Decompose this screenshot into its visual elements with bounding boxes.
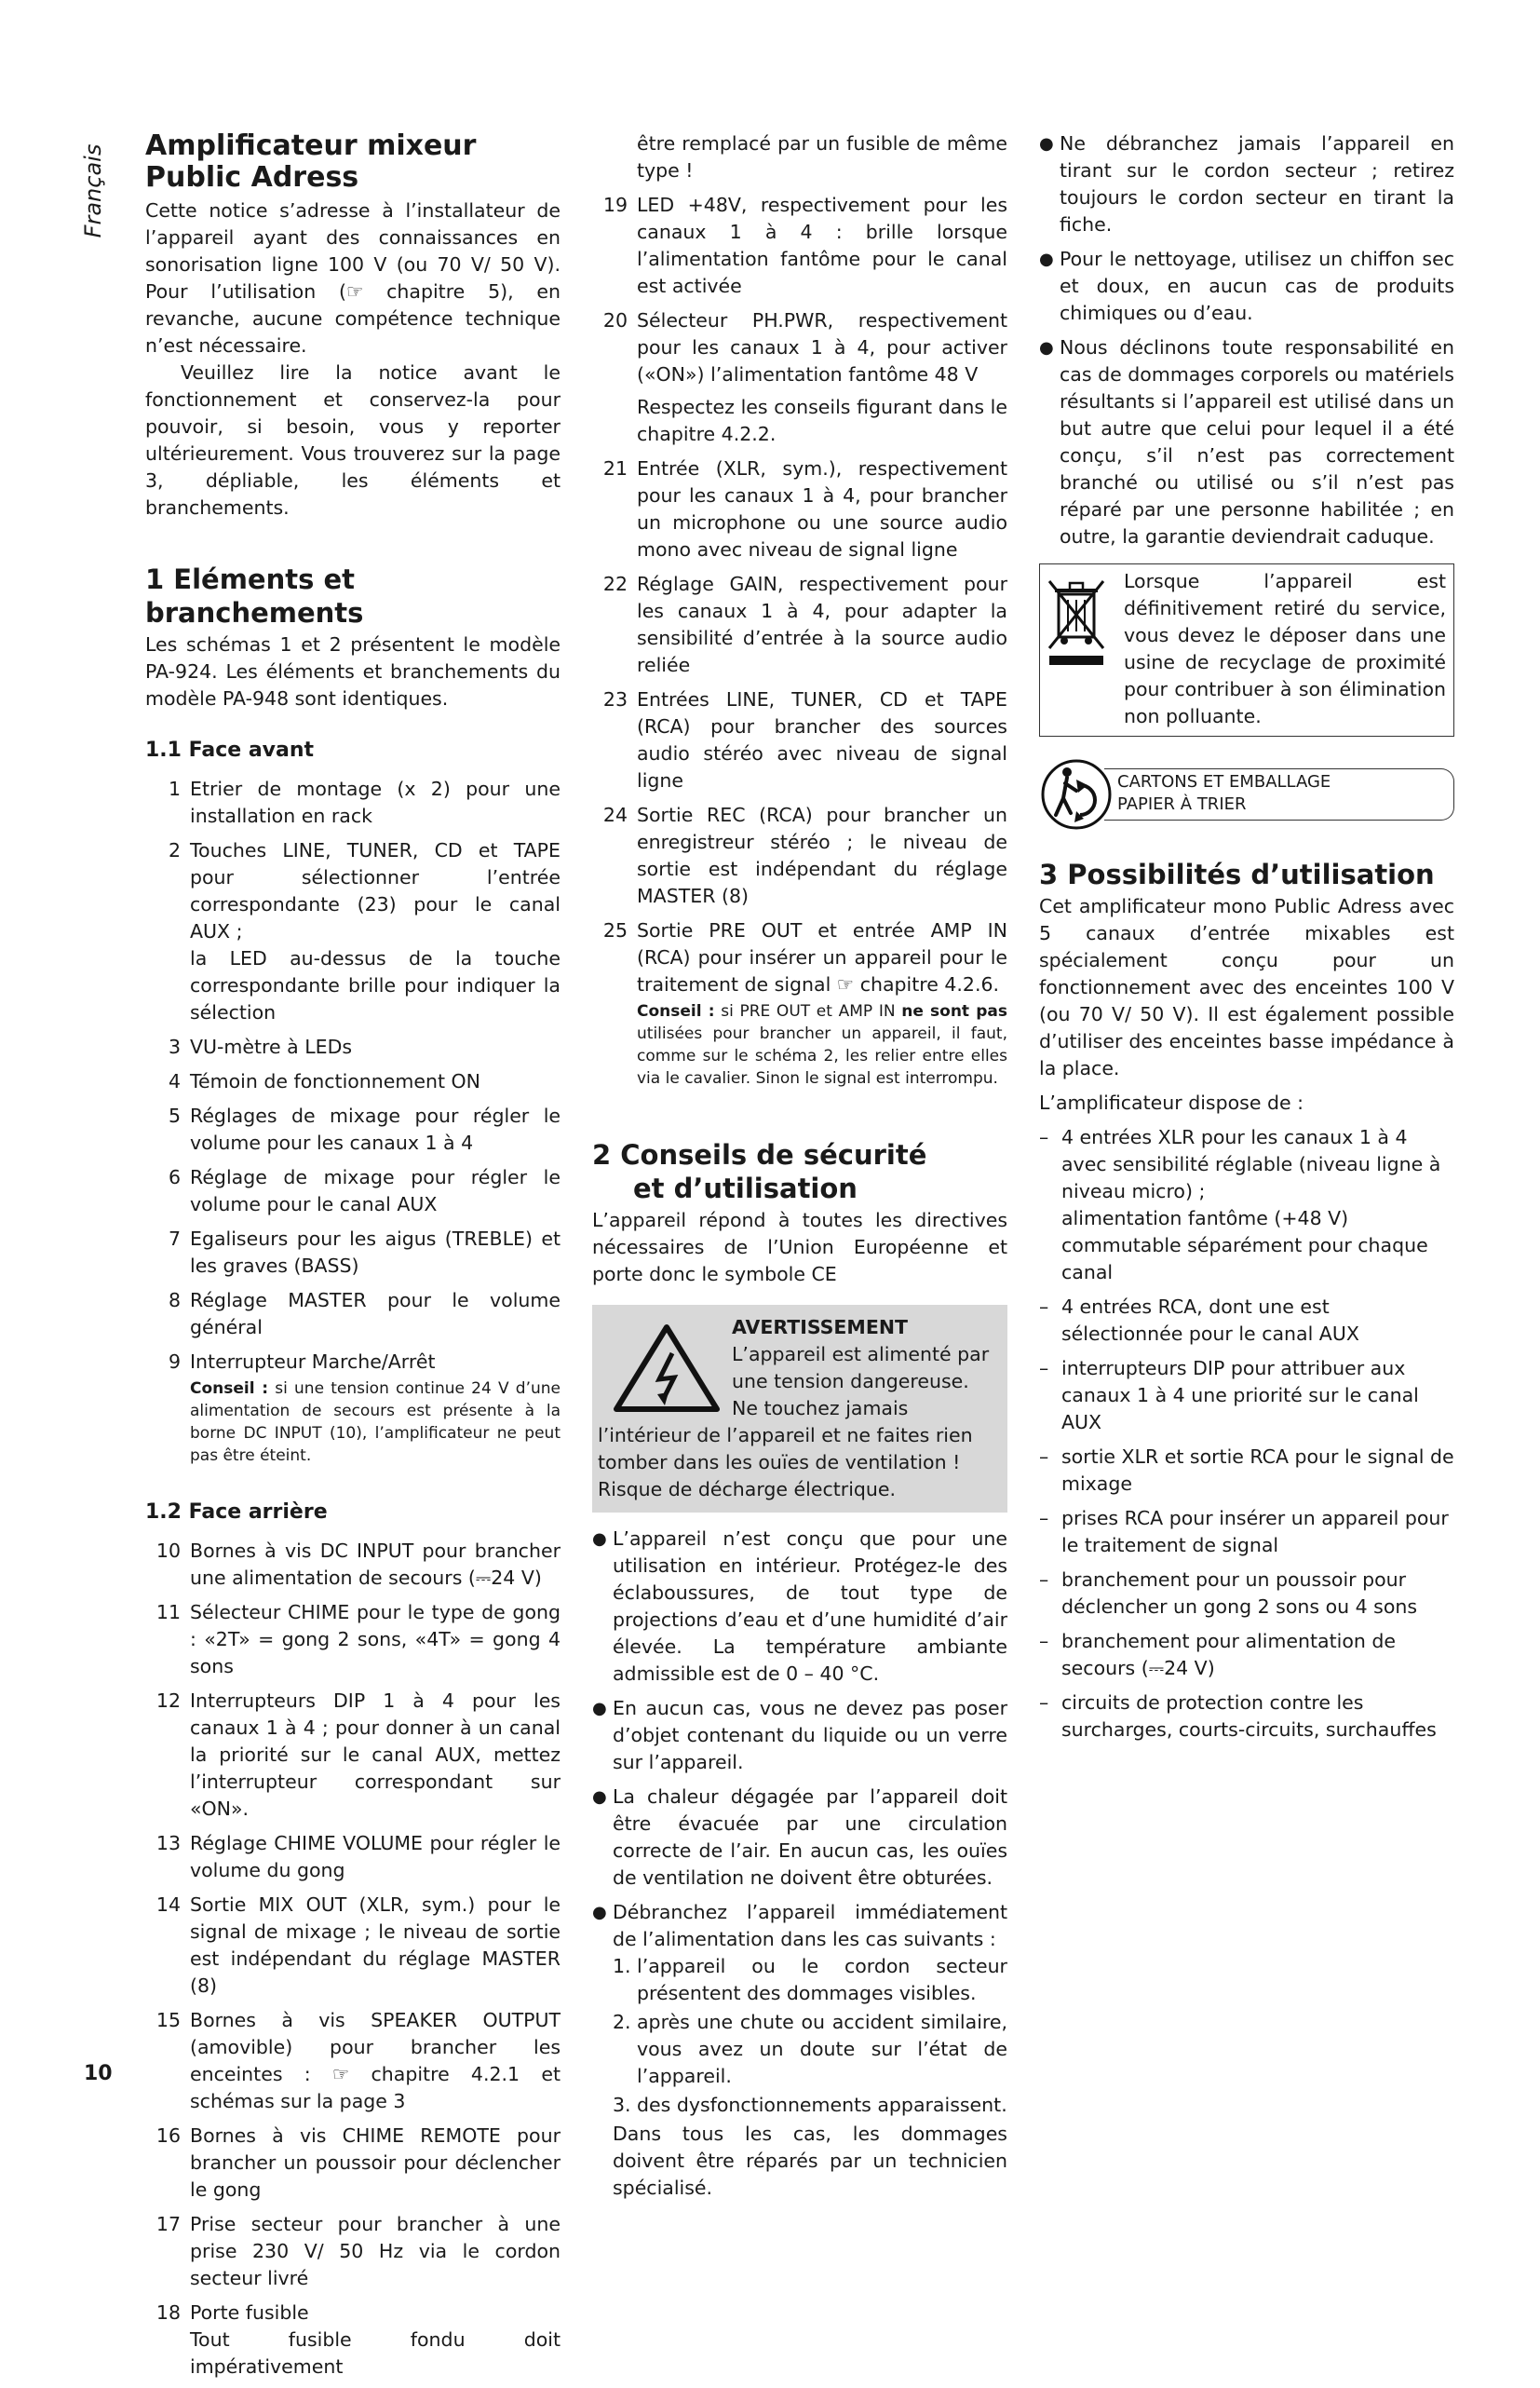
intro-paragraph-2: Veuillez lire la notice avant le fonctionnement et conservez-la pour pouvoir, si besoin, vous y reporter ultérieurement. Vous trouverez sur la page 3, dépliable, les éléments et branchements. bbox=[145, 361, 561, 519]
rear-item: 13 Réglage CHIME VOLUME pour régler le volume du gong bbox=[155, 1832, 561, 1881]
high-voltage-icon bbox=[611, 1322, 723, 1415]
feature-item: – interrupteurs DIP pour attribuer aux canaux 1 à 4 une priorité sur le canal AUX bbox=[1039, 1357, 1419, 1433]
front-item: 4 Témoin de fonctionnement ON bbox=[168, 1070, 481, 1092]
rear-item: 23 Entrées LINE, TUNER, CD et TAPE (RCA) pour brancher des sources audio stéréo avec niveau de signal ligne bbox=[602, 688, 1007, 792]
front-item: 8 Réglage MASTER pour le volume général bbox=[168, 1289, 561, 1338]
packaging-recycling-notice: CARTONS ET EMBALLAGE PAPIER À TRIER bbox=[1039, 757, 1454, 832]
rear-item: 15 Bornes à vis SPEAKER OUTPUT (amovible) pour brancher les enceintes : ☞ chapitre 4.2.1 et schémas sur la page 3 bbox=[155, 2009, 561, 2112]
crossed-bin-icon bbox=[1044, 568, 1109, 671]
warning-text: L’appareil est alimenté par une tension dangereuse. Ne touchez jamais l’intérieur de l’appareil et ne faites rien tomber dans les ouïes de ventilation ! Risque de décharge électrique. bbox=[598, 1343, 990, 1500]
case-item: 1. l’appareil ou le cordon secteur présentent des dommages visibles. bbox=[613, 1955, 1007, 2004]
safety-bullet: ● Pour le nettoyage, utilisez un chiffon sec et doux, en aucun cas de produits chimiques ou d’eau. bbox=[1039, 248, 1454, 324]
front-item: 6 Réglage de mixage pour régler le volume pour le canal AUX bbox=[168, 1166, 561, 1215]
rear-item: 24 Sortie REC (RCA) pour brancher un enregistreur stéréo ; le niveau de sortie est indépendant du réglage MASTER (8) bbox=[602, 804, 1007, 907]
rear-item: 25 Sortie PRE OUT et entrée AMP IN (RCA) pour insérer un appareil pour le traitement de signal ☞ chapitre 4.2.6. Conseil : si PRE OUT et AMP IN ne sont pas utilisées pour brancher un appareil, il faut, comme sur le schéma 2, les relier entre elles via le cavalier. Sinon le signal est interrompu. bbox=[602, 919, 1007, 1088]
feature-item: – 4 entrées RCA, dont une est sélectionnée pour le canal AUX bbox=[1039, 1296, 1359, 1345]
section-2-heading: 2 Conseils de sécurité et d’utilisation bbox=[592, 1139, 927, 1204]
safety-bullet: ● Débranchez l’appareil immédiatement de l’alimentation dans les cas suivants : 1. l’appareil ou le cordon secteur présentent des dommages visibles. 2. après une chute ou accident similaire, vous avez un doute sur l’état de l’appareil. 3. des dysfonctionnements apparaissent. Dans tous les cas, les dommages doivent être réparés par un technicien spécialisé. bbox=[592, 1899, 1007, 2202]
rear-item: 21 Entrée (XLR, sym.), respectivement pour les canaux 1 à 4, pour brancher un microphone ou une source audio mono avec niveau de signal ligne bbox=[602, 457, 1007, 561]
section-1-1-heading: 1.1 Face avant bbox=[145, 739, 315, 762]
rear-item: 19 LED +48V, respectivement pour les canaux 1 à 4 : brille lorsque l’alimentation fantôme pour le canal est activée bbox=[602, 194, 1007, 297]
recycling-notice: Lorsque l’appareil est définitivement retiré du service, vous devez le déposer dans une usine de recyclage de proximité pour contribuer à son élimination non polluante. bbox=[1039, 563, 1454, 737]
section-2-text: L’appareil répond à toutes les directives nécessaires de l’Union Européenne et porte donc le symbole CE bbox=[592, 1209, 1007, 1285]
safety-bullet: ● En aucun cas, vous ne devez pas poser d’objet contenant du liquide ou un verre sur l’appareil. bbox=[592, 1697, 1007, 1773]
page-number: 10 bbox=[84, 2062, 113, 2085]
column-2 bbox=[592, 130, 1007, 2209]
warning-title: AVERTISSEMENT bbox=[732, 1316, 908, 1338]
front-item: 9 Interrupteur Marche/Arrêt Conseil : si une tension continue 24 V d’une alimentation de secours est présente à la borne DC INPUT (10), l’amplificateur ne peut pas être éteint. bbox=[168, 1350, 561, 1465]
document-title: Amplificateur mixeur Public Adress bbox=[145, 129, 477, 194]
section-1-heading: 1 Eléments et branchements bbox=[145, 563, 364, 629]
front-item: 1 Etrier de montage (x 2) pour une installation en rack bbox=[168, 778, 561, 827]
rear-item: 17 Prise secteur pour brancher à une prise 230 V/ 50 Hz via le cordon secteur livré bbox=[155, 2213, 561, 2289]
intro-paragraph-1: Cette notice s’adresse à l’installateur de l’appareil ayant des connaissances en sonorisation ligne 100 V (ou 70 V/ 50 V). Pour l’utilisation (☞ chapitre 5), en revanche, aucune compétence technique n’est nécessaire. bbox=[145, 199, 561, 357]
front-item: 5 Réglages de mixage pour régler le volume pour les canaux 1 à 4 bbox=[168, 1105, 561, 1154]
tip-note: Conseil : si PRE OUT et AMP IN ne sont pas utilisées pour brancher un appareil, il faut, comme sur le schéma 2, les relier entre elles via le cavalier. Sinon le signal est interrompu. bbox=[637, 1002, 1007, 1088]
warning-box bbox=[592, 1305, 1007, 1513]
section-1-text: Les schémas 1 et 2 présentent le modèle PA-924. Les éléments et branchements du modèle PA-948 sont identiques. bbox=[145, 633, 561, 710]
rear-item: 22 Réglage GAIN, respectivement pour les canaux 1 à 4, pour adapter la sensibilité d’entrée à la source audio reliée bbox=[602, 573, 1007, 676]
rear-item: 20 Sélecteur PH.PWR, respectivement pour les canaux 1 à 4, pour activer («ON») l’alimentation fantôme 48 V Respectez les conseils figurant dans le chapitre 4.2.2. bbox=[602, 309, 1007, 445]
safety-bullet: ● La chaleur dégagée par l’appareil doit être évacuée par une circulation correcte de l’air. En aucun cas, les ouïes de ventilation ne doivent être obturées. bbox=[592, 1785, 1007, 1889]
rear-item-continued: être remplacé par un fusible de même type ! bbox=[637, 132, 1007, 182]
rear-item: 12 Interrupteurs DIP 1 à 4 pour les canaux 1 à 4 ; pour donner à un canal la priorité sur le canal AUX, mettez l’interrupteur correspondant sur «ON». bbox=[155, 1689, 561, 1820]
tip-note: Conseil : si une tension continue 24 V d’une alimentation de secours est présente à la borne DC INPUT (10), l’amplificateur ne peut pas être éteint. bbox=[190, 1379, 561, 1465]
rear-item: 16 Bornes à vis CHIME REMOTE pour brancher un poussoir pour déclencher le gong bbox=[155, 2124, 561, 2201]
feature-item: – circuits de protection contre les surcharges, courts-circuits, surchauffes bbox=[1039, 1691, 1437, 1741]
side-language-label: Français bbox=[80, 143, 106, 238]
feature-item: – prises RCA pour insérer un appareil pour le traitement de signal bbox=[1039, 1507, 1449, 1556]
rear-item: 11 Sélecteur CHIME pour le type de gong : «2T» = gong 2 sons, «4T» = gong 4 sons bbox=[155, 1601, 561, 1677]
feature-item: – sortie XLR et sortie RCA pour le signal de mixage bbox=[1039, 1445, 1454, 1495]
column-3 bbox=[1039, 130, 1454, 1751]
section-1-2-heading: 1.2 Face arrière bbox=[145, 1500, 328, 1524]
case-item: 3. des dysfonctionnements apparaissent. bbox=[613, 2094, 1007, 2116]
feature-item: – branchement pour un poussoir pour déclencher un gong 2 sons ou 4 sons bbox=[1039, 1568, 1418, 1618]
safety-bullet: ● L’appareil n’est conçu que pour une utilisation en intérieur. Protégez-le des éclaboussures, de tout type de projections d’eau et d’une humidité d’air élevée. La température ambiante admissible est de 0 – 40 °C. bbox=[592, 1527, 1007, 1685]
case-item: 2. après une chute ou accident similaire, vous avez un doute sur l’état de l’appareil. bbox=[613, 2011, 1007, 2087]
safety-bullet: ● Ne débranchez jamais l’appareil en tirant sur le cordon secteur ; retirez toujours le cordon secteur en tirant la fiche. bbox=[1039, 132, 1454, 236]
safety-bullet: ● Nous déclinons toute responsabilité en cas de dommages corporels ou matériels résultants si l’appareil est utilisé dans un but autre que celui pour lequel il a été conçu, s’il n’est pas correctement branché ou utilisé ou s’il n’est pas réparé par une personne habilitée ; en outre, la garantie deviendrait caduque. bbox=[1039, 336, 1454, 548]
front-item: 3 VU-mètre à LEDs bbox=[168, 1036, 353, 1058]
section-3-heading: 3 Possibilités d’utilisation bbox=[1039, 859, 1435, 890]
cases-conclusion: Dans tous les cas, les dommages doivent être réparés par un technicien spécialisé. bbox=[613, 2123, 1007, 2199]
section-3-text-2: L’amplificateur dispose de : bbox=[1039, 1092, 1304, 1114]
column-1 bbox=[145, 130, 561, 2388]
front-item: 7 Egaliseurs pour les aigus (TREBLE) et les graves (BASS) bbox=[168, 1228, 561, 1277]
rear-item: 18 Porte fusible Tout fusible fondu doit impérativement bbox=[155, 2301, 561, 2378]
recycling-person-icon bbox=[1039, 757, 1114, 832]
front-item: 2 Touches LINE, TUNER, CD et TAPE pour sélectionner l’entrée correspondante (23) pour le canal AUX ; la LED au-dessus de la touche correspondante brille pour indiquer la sélection bbox=[168, 839, 561, 1024]
rear-item: 10 Bornes à vis DC INPUT pour brancher une alimentation de secours (⎓24 V) bbox=[155, 1540, 561, 1589]
section-3-text: Cet amplificateur mono Public Adress avec 5 canaux d’entrée mixables est spécialement conçu pour un fonctionnement avec des enceintes 100 V (ou 70 V/ 50 V). Il est également possible d’utiliser des enceintes basse impédance à la place. bbox=[1039, 895, 1454, 1079]
feature-item: – branchement pour alimentation de secours (⎓24 V) bbox=[1039, 1630, 1397, 1679]
rear-item: 14 Sortie MIX OUT (XLR, sym.) pour le signal de mixage ; le niveau de sortie est indépendant du réglage MASTER (8) bbox=[155, 1893, 561, 1997]
feature-item: – 4 entrées XLR pour les canaux 1 à 4 avec sensibilité réglable (niveau ligne à niveau micro) ; alimentation fantôme (+48 V) commutable séparément pour chaque canal bbox=[1039, 1126, 1441, 1283]
